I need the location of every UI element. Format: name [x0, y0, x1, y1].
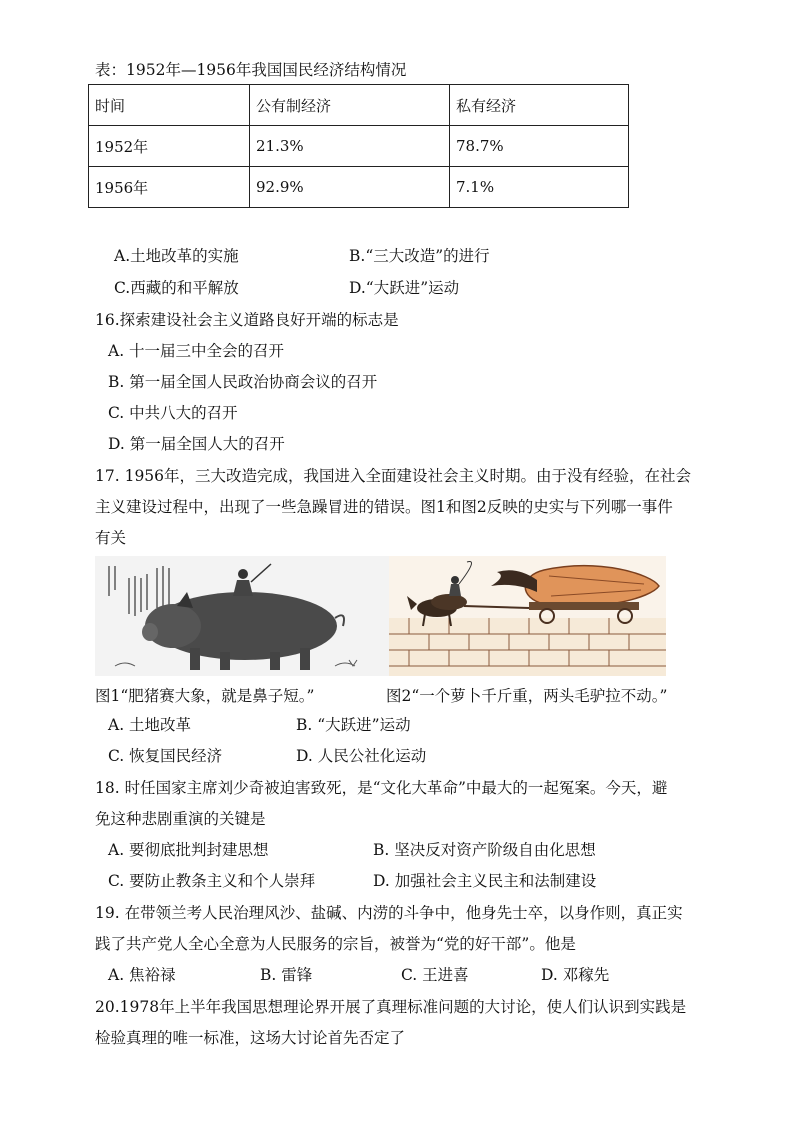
- table-cell: 92.9%: [250, 167, 450, 208]
- q20-stem-line2: 检验真理的唯一标准，这场大讨论首先否定了: [95, 1029, 406, 1047]
- q16-option-b: B. 第一届全国人民政治协商会议的召开: [108, 373, 378, 391]
- q19-stem-line2: 践了共产党人全心全意为人民服务的宗旨，被誉为“党的好干部”。他是: [95, 935, 576, 953]
- q15-option-d: D.“大跃进”运动: [349, 279, 460, 297]
- q19-option-d: D. 邓稼先: [541, 966, 610, 984]
- q17-stem-line1: 17. 1956年，三大改造完成，我国进入全面建设社会主义时期。由于没有经验，在社会: [95, 467, 692, 485]
- q16-option-c: C. 中共八大的召开: [108, 404, 238, 422]
- q18-stem-line2: 免这种悲剧重演的关键是: [95, 810, 266, 828]
- q19-stem-line1: 19. 在带领兰考人民治理风沙、盐碱、内涝的斗争中，他身先士卒，以身作则，真正实: [95, 904, 683, 922]
- q18-option-c: C. 要防止教条主义和个人崇拜: [108, 872, 316, 890]
- table-header-row: [89, 85, 629, 126]
- q17-stem-line2: 主义建设过程中，出现了一些急躁冒进的错误。图1和图2反映的史实与下列哪一事件: [95, 498, 673, 516]
- q15-option-b: B.“三大改造”的进行: [349, 247, 490, 265]
- figure-1-caption: 图1“肥猪赛大象，就是鼻子短。”: [95, 687, 315, 705]
- table-row: [89, 167, 629, 208]
- q17-option-b: B. “大跃进”运动: [296, 716, 411, 734]
- q19-option-b: B. 雷锋: [260, 966, 313, 984]
- q17-option-a: A. 土地改革: [108, 716, 192, 734]
- q15-option-c: C.西藏的和平解放: [114, 279, 239, 297]
- q16-option-d: D. 第一届全国人大的召开: [108, 435, 285, 453]
- q20-stem-line1: 20.1978年上半年我国思想理论界开展了真理标准问题的大讨论，使人们认识到实践是: [95, 998, 687, 1016]
- table-header-cell: 公有制经济: [250, 85, 450, 126]
- q18-stem-line1: 18. 时任国家主席刘少奇被迫害致死，是“文化大革命”中最大的一起冤案。今天，避: [95, 779, 668, 797]
- figure-2-radish-cart: [389, 556, 666, 676]
- q17-stem-line3: 有关: [95, 529, 127, 547]
- q17-option-d: D. 人民公社化运动: [296, 747, 427, 765]
- table-cell: 7.1%: [450, 167, 629, 208]
- q18-option-d: D. 加强社会主义民主和法制建设: [373, 872, 597, 890]
- q15-option-a: A.土地改革的实施: [114, 247, 239, 265]
- q16-option-a: A. 十一届三中全会的召开: [108, 342, 285, 360]
- economy-structure-table: [88, 84, 629, 208]
- table-cell: 1952年: [89, 126, 250, 167]
- table-cell: 21.3%: [250, 126, 450, 167]
- q16-stem: 16.探索建设社会主义道路良好开端的标志是: [95, 311, 399, 329]
- q19-option-a: A. 焦裕禄: [108, 966, 176, 984]
- table-cell: 78.7%: [450, 126, 629, 167]
- table-caption: 表：1952年—1956年我国国民经济结构情况: [95, 61, 407, 79]
- q19-option-c: C. 王进喜: [401, 966, 469, 984]
- figure-2-caption: 图2“一个萝卜千斤重，两头毛驴拉不动。”: [386, 687, 668, 705]
- table-header-cell: 时间: [89, 85, 250, 126]
- q18-option-a: A. 要彻底批判封建思想: [108, 841, 269, 859]
- table-cell: 1956年: [89, 167, 250, 208]
- table-header-cell: 私有经济: [450, 85, 629, 126]
- table-row: [89, 126, 629, 167]
- q17-option-c: C. 恢复国民经济: [108, 747, 223, 765]
- q18-option-b: B. 坚决反对资产阶级自由化思想: [373, 841, 596, 859]
- figure-1-pig-cartoon: [95, 556, 389, 676]
